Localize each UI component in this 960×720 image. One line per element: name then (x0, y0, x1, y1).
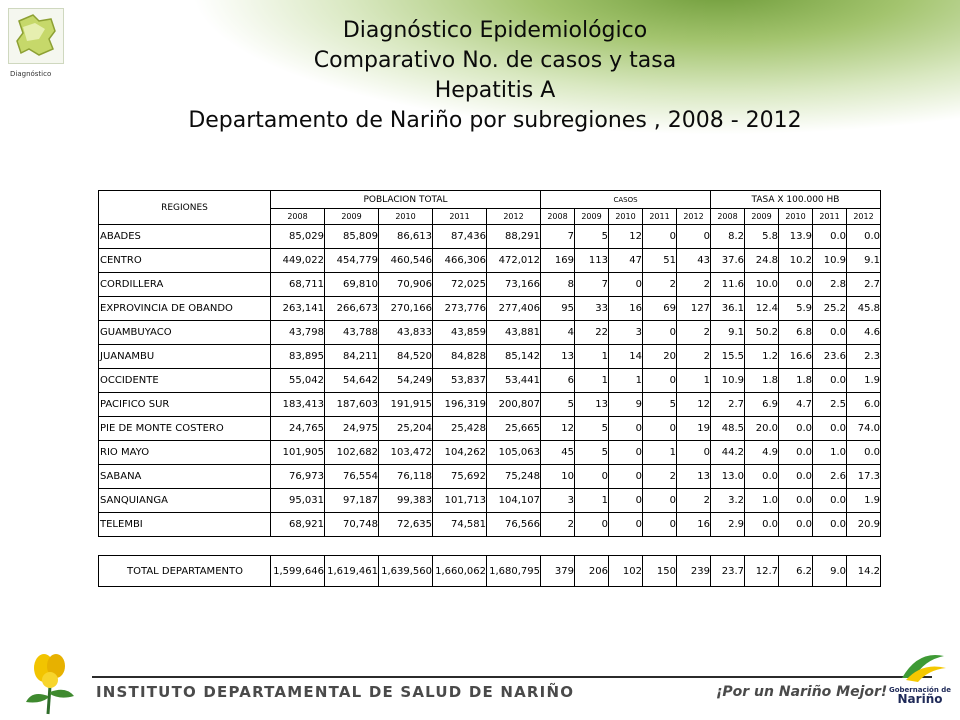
cases-cell: 6 (541, 369, 575, 393)
table-row (99, 345, 881, 369)
rate-cell: 74.0 (847, 417, 881, 441)
cases-cell: 5 (541, 393, 575, 417)
cases-cell: 7 (541, 225, 575, 249)
population-cell: 72,025 (433, 273, 487, 297)
population-cell: 85,142 (487, 345, 541, 369)
population-cell: 101,713 (433, 489, 487, 513)
total-cases-cell: 379 (541, 556, 575, 587)
population-cell: 84,828 (433, 345, 487, 369)
population-cell: 70,906 (379, 273, 433, 297)
table-spacer (99, 537, 881, 556)
total-rate-cell: 14.2 (847, 556, 881, 587)
rate-cell: 36.1 (711, 297, 745, 321)
rate-cell: 20.9 (847, 513, 881, 537)
rate-cell: 0.0 (779, 273, 813, 297)
total-rate-cell: 6.2 (779, 556, 813, 587)
population-cell: 97,187 (325, 489, 379, 513)
population-cell: 105,063 (487, 441, 541, 465)
population-cell: 75,248 (487, 465, 541, 489)
total-population-cell: 1,619,461 (325, 556, 379, 587)
population-cell: 454,779 (325, 249, 379, 273)
header-year: 2008 (271, 209, 325, 225)
rate-cell: 1.9 (847, 489, 881, 513)
population-cell: 472,012 (487, 249, 541, 273)
table-row (99, 393, 881, 417)
gobernacion-text (888, 686, 952, 704)
region-cell: CORDILLERA (99, 273, 271, 297)
rate-cell: 4.9 (745, 441, 779, 465)
region-cell: JUANAMBU (99, 345, 271, 369)
population-cell: 85,809 (325, 225, 379, 249)
region-cell: ABADES (99, 225, 271, 249)
population-cell: 200,807 (487, 393, 541, 417)
gov-small-text: Gobernación de (888, 686, 951, 694)
region-cell: TELEMBI (99, 513, 271, 537)
slogan: ¡Por un Nariño Mejor! (716, 684, 888, 700)
rate-cell: 50.2 (745, 321, 779, 345)
logo-label: Diagnóstico (10, 70, 52, 78)
cases-cell: 0 (677, 441, 711, 465)
population-cell: 25,428 (433, 417, 487, 441)
cases-cell: 10 (541, 465, 575, 489)
population-cell: 72,635 (379, 513, 433, 537)
population-cell: 85,029 (271, 225, 325, 249)
population-cell: 196,319 (433, 393, 487, 417)
title-line-1: Diagnóstico Epidemiológico (342, 18, 648, 43)
cases-cell: 2 (677, 345, 711, 369)
rate-cell: 20.0 (745, 417, 779, 441)
header-rate: TASA X 100.000 HB (711, 191, 881, 209)
header-population: POBLACION TOTAL (271, 191, 541, 209)
population-cell: 76,554 (325, 465, 379, 489)
cases-cell: 113 (575, 249, 609, 273)
population-cell: 68,921 (271, 513, 325, 537)
cases-cell: 22 (575, 321, 609, 345)
rate-cell: 13.0 (711, 465, 745, 489)
population-cell: 103,472 (379, 441, 433, 465)
region-cell: SABANA (99, 465, 271, 489)
population-cell: 25,204 (379, 417, 433, 441)
population-cell: 69,810 (325, 273, 379, 297)
population-cell: 54,249 (379, 369, 433, 393)
cases-cell: 16 (677, 513, 711, 537)
population-cell: 273,776 (433, 297, 487, 321)
population-cell: 466,306 (433, 249, 487, 273)
population-cell: 263,141 (271, 297, 325, 321)
cases-cell: 0 (643, 369, 677, 393)
header-year: 2011 (813, 209, 847, 225)
rate-cell: 0.0 (813, 489, 847, 513)
header-year: 2012 (677, 209, 711, 225)
title-line-2: Comparativo No. de casos y tasa (313, 48, 677, 73)
cases-cell: 20 (643, 345, 677, 369)
cases-cell: 0 (609, 513, 643, 537)
header-year: 2011 (643, 209, 677, 225)
table-row (99, 369, 881, 393)
total-population-cell: 1,680,795 (487, 556, 541, 587)
region-cell: RIO MAYO (99, 441, 271, 465)
total-cases-cell: 239 (677, 556, 711, 587)
rate-cell: 2.3 (847, 345, 881, 369)
title-line-4: Departamento de Nariño por subregiones , 2008 - 2012 (188, 108, 802, 133)
population-cell: 270,166 (379, 297, 433, 321)
rate-cell: 1.9 (847, 369, 881, 393)
rate-cell: 4.7 (779, 393, 813, 417)
rate-cell: 25.2 (813, 297, 847, 321)
rate-cell: 6.8 (779, 321, 813, 345)
rate-cell: 9.1 (847, 249, 881, 273)
cases-cell: 5 (575, 417, 609, 441)
region-cell: GUAMBUYACO (99, 321, 271, 345)
population-cell: 84,211 (325, 345, 379, 369)
header-regions: REGIONES (99, 191, 271, 225)
rate-cell: 1.0 (745, 489, 779, 513)
population-cell: 76,566 (487, 513, 541, 537)
rate-cell: 10.9 (711, 369, 745, 393)
cases-cell: 43 (677, 249, 711, 273)
rate-cell: 45.8 (847, 297, 881, 321)
cases-cell: 5 (575, 225, 609, 249)
cases-cell: 0 (609, 465, 643, 489)
cases-cell: 9 (609, 393, 643, 417)
total-row (99, 556, 881, 587)
rate-cell: 44.2 (711, 441, 745, 465)
rate-cell: 1.8 (745, 369, 779, 393)
total-rate-cell: 9.0 (813, 556, 847, 587)
cases-cell: 4 (541, 321, 575, 345)
rate-cell: 0.0 (745, 513, 779, 537)
total-cases-cell: 150 (643, 556, 677, 587)
cases-cell: 1 (575, 489, 609, 513)
cases-cell: 1 (643, 441, 677, 465)
rate-cell: 8.2 (711, 225, 745, 249)
population-cell: 53,441 (487, 369, 541, 393)
population-cell: 266,673 (325, 297, 379, 321)
cases-cell: 8 (541, 273, 575, 297)
cases-cell: 2 (541, 513, 575, 537)
header-year: 2012 (847, 209, 881, 225)
population-cell: 74,581 (433, 513, 487, 537)
cases-cell: 13 (541, 345, 575, 369)
population-cell: 83,895 (271, 345, 325, 369)
population-cell: 87,436 (433, 225, 487, 249)
header-year: 2009 (575, 209, 609, 225)
table-row (99, 465, 881, 489)
population-cell: 84,520 (379, 345, 433, 369)
cases-cell: 16 (609, 297, 643, 321)
rate-cell: 2.7 (711, 393, 745, 417)
total-rate-cell: 23.7 (711, 556, 745, 587)
total-cases-cell: 102 (609, 556, 643, 587)
rate-cell: 2.5 (813, 393, 847, 417)
table-row (99, 297, 881, 321)
cases-cell: 5 (643, 393, 677, 417)
cases-cell: 0 (609, 273, 643, 297)
cases-cell: 51 (643, 249, 677, 273)
rate-cell: 0.0 (813, 513, 847, 537)
cases-cell: 3 (541, 489, 575, 513)
rate-cell: 0.0 (813, 369, 847, 393)
cases-cell: 33 (575, 297, 609, 321)
cases-cell: 0 (643, 225, 677, 249)
rate-cell: 0.0 (847, 441, 881, 465)
population-cell: 76,118 (379, 465, 433, 489)
cases-cell: 169 (541, 249, 575, 273)
cases-cell: 0 (575, 513, 609, 537)
population-cell: 449,022 (271, 249, 325, 273)
total-rate-cell: 12.7 (745, 556, 779, 587)
population-cell: 24,975 (325, 417, 379, 441)
page-title (100, 16, 890, 136)
population-cell: 24,765 (271, 417, 325, 441)
table-row (99, 249, 881, 273)
population-cell: 102,682 (325, 441, 379, 465)
table-row (99, 489, 881, 513)
header-year: 2009 (325, 209, 379, 225)
cases-cell: 0 (609, 417, 643, 441)
cases-cell: 95 (541, 297, 575, 321)
rate-cell: 0.0 (813, 417, 847, 441)
total-cases-cell: 206 (575, 556, 609, 587)
table-row (99, 321, 881, 345)
region-cell: SANQUIANGA (99, 489, 271, 513)
region-cell: PIE DE MONTE COSTERO (99, 417, 271, 441)
cases-cell: 0 (609, 489, 643, 513)
cases-cell: 0 (575, 465, 609, 489)
population-cell: 43,833 (379, 321, 433, 345)
total-population-cell: 1,599,646 (271, 556, 325, 587)
population-cell: 104,107 (487, 489, 541, 513)
rate-cell: 2.9 (711, 513, 745, 537)
rate-cell: 2.8 (813, 273, 847, 297)
cases-cell: 0 (643, 513, 677, 537)
population-cell: 43,798 (271, 321, 325, 345)
cases-cell: 69 (643, 297, 677, 321)
population-cell: 460,546 (379, 249, 433, 273)
cases-cell: 3 (609, 321, 643, 345)
cases-cell: 1 (575, 369, 609, 393)
cases-cell: 47 (609, 249, 643, 273)
header-year: 2012 (487, 209, 541, 225)
cases-cell: 45 (541, 441, 575, 465)
cases-cell: 5 (575, 441, 609, 465)
population-cell: 99,383 (379, 489, 433, 513)
cases-cell: 7 (575, 273, 609, 297)
rate-cell: 0.0 (813, 321, 847, 345)
cases-cell: 2 (643, 465, 677, 489)
rate-cell: 10.9 (813, 249, 847, 273)
population-cell: 70,748 (325, 513, 379, 537)
total-region-cell: TOTAL DEPARTAMENTO (99, 556, 271, 587)
cases-cell: 13 (575, 393, 609, 417)
population-cell: 88,291 (487, 225, 541, 249)
rate-cell: 6.9 (745, 393, 779, 417)
table-row (99, 417, 881, 441)
rate-cell: 1.8 (779, 369, 813, 393)
region-cell: PACIFICO SUR (99, 393, 271, 417)
cases-cell: 2 (643, 273, 677, 297)
institute-name: INSTITUTO DEPARTAMENTAL DE SALUD DE NARIÑO (96, 683, 575, 701)
header-year: 2010 (779, 209, 813, 225)
header-year: 2009 (745, 209, 779, 225)
rate-cell: 11.6 (711, 273, 745, 297)
rate-cell: 0.0 (847, 225, 881, 249)
header-cases: CASOS (541, 191, 711, 209)
population-cell: 86,613 (379, 225, 433, 249)
rate-cell: 15.5 (711, 345, 745, 369)
rate-cell: 9.1 (711, 321, 745, 345)
table-row (99, 513, 881, 537)
population-cell: 53,837 (433, 369, 487, 393)
population-cell: 68,711 (271, 273, 325, 297)
table-row (99, 225, 881, 249)
title-line-3: Hepatitis A (434, 78, 556, 103)
cases-cell: 19 (677, 417, 711, 441)
header-year: 2008 (711, 209, 745, 225)
rate-cell: 4.6 (847, 321, 881, 345)
rate-cell: 23.6 (813, 345, 847, 369)
region-cell: OCCIDENTE (99, 369, 271, 393)
cases-cell: 12 (609, 225, 643, 249)
rate-cell: 6.0 (847, 393, 881, 417)
cases-cell: 1 (609, 369, 643, 393)
population-cell: 43,788 (325, 321, 379, 345)
cases-cell: 2 (677, 489, 711, 513)
cases-cell: 2 (677, 273, 711, 297)
total-population-cell: 1,660,062 (433, 556, 487, 587)
rate-cell: 1.2 (745, 345, 779, 369)
rate-cell: 0.0 (779, 417, 813, 441)
population-cell: 43,859 (433, 321, 487, 345)
rate-cell: 0.0 (745, 465, 779, 489)
rate-cell: 1.0 (813, 441, 847, 465)
region-cell: EXPROVINCIA DE OBANDO (99, 297, 271, 321)
rate-cell: 5.8 (745, 225, 779, 249)
cases-cell: 12 (541, 417, 575, 441)
cases-cell: 0 (643, 321, 677, 345)
rate-cell: 48.5 (711, 417, 745, 441)
cases-cell: 14 (609, 345, 643, 369)
rate-cell: 2.6 (813, 465, 847, 489)
population-cell: 191,915 (379, 393, 433, 417)
population-cell: 104,262 (433, 441, 487, 465)
population-cell: 101,905 (271, 441, 325, 465)
cases-cell: 2 (677, 321, 711, 345)
cases-cell: 0 (609, 441, 643, 465)
rate-cell: 0.0 (779, 489, 813, 513)
population-cell: 183,413 (271, 393, 325, 417)
header-year: 2010 (379, 209, 433, 225)
header-year: 2010 (609, 209, 643, 225)
cases-cell: 1 (575, 345, 609, 369)
total-population-cell: 1,639,560 (379, 556, 433, 587)
header-year: 2011 (433, 209, 487, 225)
rate-cell: 17.3 (847, 465, 881, 489)
table-row (99, 441, 881, 465)
population-cell: 95,031 (271, 489, 325, 513)
cases-cell: 0 (643, 417, 677, 441)
cases-cell: 13 (677, 465, 711, 489)
cases-cell: 1 (677, 369, 711, 393)
cases-cell: 0 (677, 225, 711, 249)
cases-cell: 12 (677, 393, 711, 417)
rate-cell: 37.6 (711, 249, 745, 273)
rate-cell: 16.6 (779, 345, 813, 369)
rate-cell: 13.9 (779, 225, 813, 249)
rate-cell: 10.0 (745, 273, 779, 297)
population-cell: 76,973 (271, 465, 325, 489)
rate-cell: 0.0 (779, 513, 813, 537)
cases-cell: 127 (677, 297, 711, 321)
rate-cell: 10.2 (779, 249, 813, 273)
region-cell: CENTRO (99, 249, 271, 273)
population-cell: 43,881 (487, 321, 541, 345)
rate-cell: 3.2 (711, 489, 745, 513)
rate-cell: 5.9 (779, 297, 813, 321)
cases-cell: 0 (643, 489, 677, 513)
flower-logo-icon (20, 646, 80, 716)
population-cell: 73,166 (487, 273, 541, 297)
data-table (98, 190, 881, 587)
footer-divider (92, 676, 932, 678)
rate-cell: 12.4 (745, 297, 779, 321)
population-cell: 277,406 (487, 297, 541, 321)
population-cell: 54,642 (325, 369, 379, 393)
population-cell: 55,042 (271, 369, 325, 393)
rate-cell: 2.7 (847, 273, 881, 297)
rate-cell: 0.0 (813, 225, 847, 249)
rate-cell: 24.8 (745, 249, 779, 273)
narino-map-icon (8, 8, 64, 64)
rate-cell: 0.0 (779, 441, 813, 465)
table-row (99, 273, 881, 297)
population-cell: 25,665 (487, 417, 541, 441)
population-cell: 187,603 (325, 393, 379, 417)
population-cell: 75,692 (433, 465, 487, 489)
gov-big-text: Nariño (897, 692, 943, 706)
header-year: 2008 (541, 209, 575, 225)
rate-cell: 0.0 (779, 465, 813, 489)
